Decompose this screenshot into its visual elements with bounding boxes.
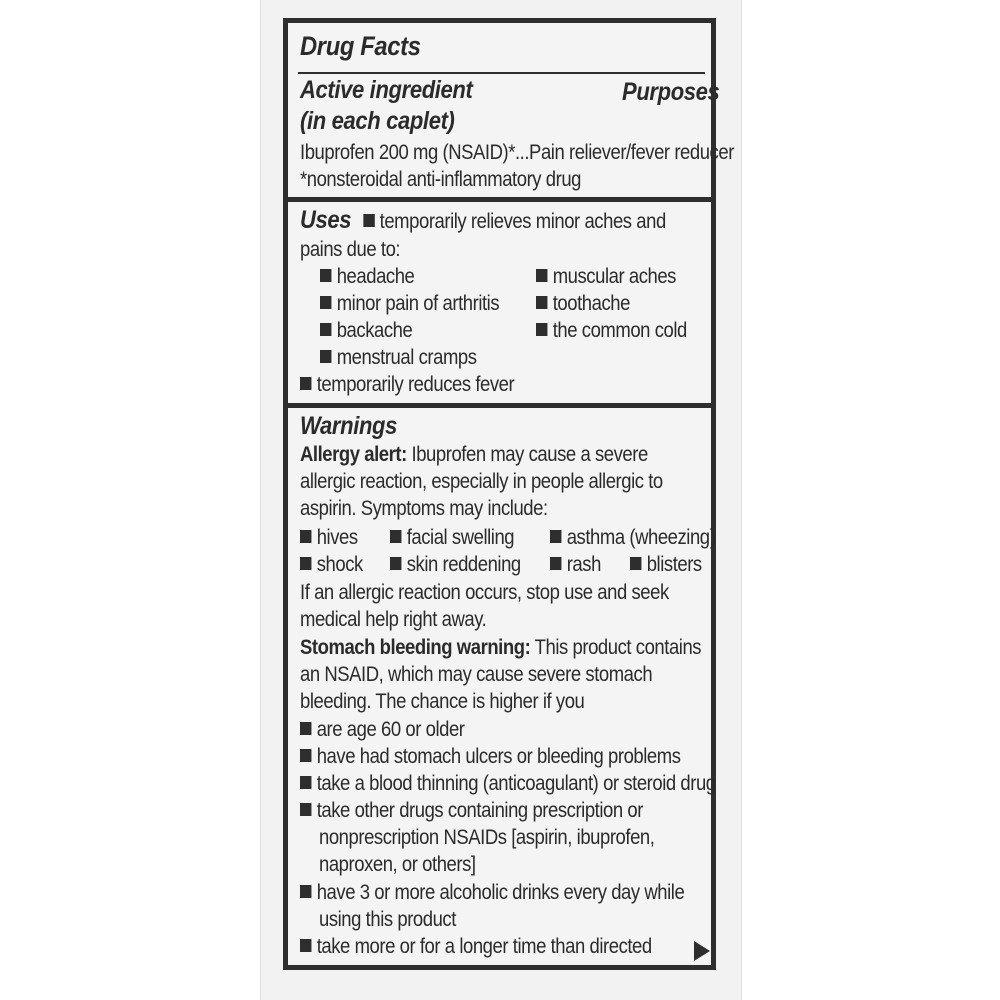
risk-item-cont: naproxen, or others] xyxy=(319,853,476,876)
use-item: headache xyxy=(320,263,414,290)
symptom-item: skin reddening xyxy=(390,551,521,578)
drug-facts-panel xyxy=(283,18,734,970)
use-item: minor pain of arthritis xyxy=(320,290,499,317)
uses-intro: temporarily relieves minor aches and xyxy=(379,210,666,233)
square-bullet-icon xyxy=(536,296,547,309)
square-bullet-icon xyxy=(536,269,547,282)
square-bullet-icon xyxy=(300,803,311,816)
symptom-item: rash xyxy=(550,551,601,578)
square-bullet-icon xyxy=(390,557,401,570)
square-bullet-icon xyxy=(300,530,311,543)
square-bullet-icon xyxy=(550,557,561,570)
title-rule xyxy=(298,72,705,74)
symptom-item: blisters xyxy=(630,551,702,578)
allergy-action: If an allergic reaction occurs, stop use and seek xyxy=(300,581,669,604)
use-item: menstrual cramps xyxy=(320,344,477,371)
symptom-item: facial swelling xyxy=(390,524,514,551)
use-item: toothache xyxy=(536,290,630,317)
symptom-item: asthma (wheezing) xyxy=(550,524,715,551)
use-item: backache xyxy=(320,317,412,344)
square-bullet-icon xyxy=(390,530,401,543)
stomach-warning-line: Stomach bleeding warning: This product contains xyxy=(300,636,702,659)
risk-item: are age 60 or older xyxy=(300,716,465,743)
allergy-text: allergic reaction, especially in people allergic to xyxy=(300,470,663,493)
nsaid-footnote: *nonsteroidal anti-inflammatory drug xyxy=(300,168,582,191)
stomach-text: bleeding. The chance is higher if you xyxy=(300,690,585,713)
allergy-action: medical help right away. xyxy=(300,608,487,631)
square-bullet-icon xyxy=(300,749,311,762)
square-bullet-icon xyxy=(320,296,331,309)
risk-item: have had stomach ulcers or bleeding problems xyxy=(300,743,681,770)
square-bullet-icon xyxy=(536,323,547,336)
section-divider xyxy=(288,403,711,408)
active-ingredient-heading: Active ingredient xyxy=(300,76,473,104)
allergy-text: aspirin. Symptoms may include: xyxy=(300,497,548,520)
risk-item: take other drugs containing prescription or xyxy=(300,797,643,824)
allergy-alert-line: Allergy alert: Ibuprofen may cause a severe xyxy=(300,443,648,466)
ingredient-line: Ibuprofen 200 mg (NSAID)*...Pain reliever/fever reducer xyxy=(300,141,734,164)
use-item: the common cold xyxy=(536,317,687,344)
stomach-warning-label: Stomach bleeding warning: xyxy=(300,636,531,659)
per-caplet-heading: (in each caplet) xyxy=(300,107,455,135)
square-bullet-icon xyxy=(300,377,311,390)
risk-item-cont: nonprescription NSAIDs [aspirin, ibuprofen, xyxy=(319,826,655,849)
square-bullet-icon xyxy=(630,557,641,570)
square-bullet-icon xyxy=(300,885,311,898)
use-item: muscular aches xyxy=(536,263,676,290)
drug-facts-title: Drug Facts xyxy=(300,31,421,61)
uses-line-1 xyxy=(300,207,666,235)
symptom-item: hives xyxy=(300,524,358,551)
risk-item-cont: using this product xyxy=(319,908,456,931)
square-bullet-icon xyxy=(363,214,374,227)
risk-item: have 3 or more alcoholic drinks every day while xyxy=(300,879,684,906)
risk-item: take a blood thinning (anticoagulant) or steroid drug xyxy=(300,770,716,797)
square-bullet-icon xyxy=(550,530,561,543)
stomach-text: an NSAID, which may cause severe stomach xyxy=(300,663,653,686)
allergy-alert-label: Allergy alert: xyxy=(300,443,407,466)
symptom-item: shock xyxy=(300,551,363,578)
square-bullet-icon xyxy=(300,557,311,570)
uses-intro-cont: pains due to: xyxy=(300,238,401,261)
square-bullet-icon xyxy=(320,269,331,282)
section-divider xyxy=(288,197,711,202)
square-bullet-icon xyxy=(300,722,311,735)
risk-item: take more or for a longer time than directed xyxy=(300,933,652,960)
warnings-heading: Warnings xyxy=(300,412,398,440)
square-bullet-icon xyxy=(320,323,331,336)
square-bullet-icon xyxy=(300,776,311,789)
continue-arrow-icon xyxy=(694,941,710,961)
uses-heading: Uses xyxy=(300,206,352,234)
use-item-fever: temporarily reduces fever xyxy=(300,371,514,398)
square-bullet-icon xyxy=(300,939,311,952)
square-bullet-icon xyxy=(320,350,331,363)
purposes-heading: Purposes xyxy=(622,78,720,106)
